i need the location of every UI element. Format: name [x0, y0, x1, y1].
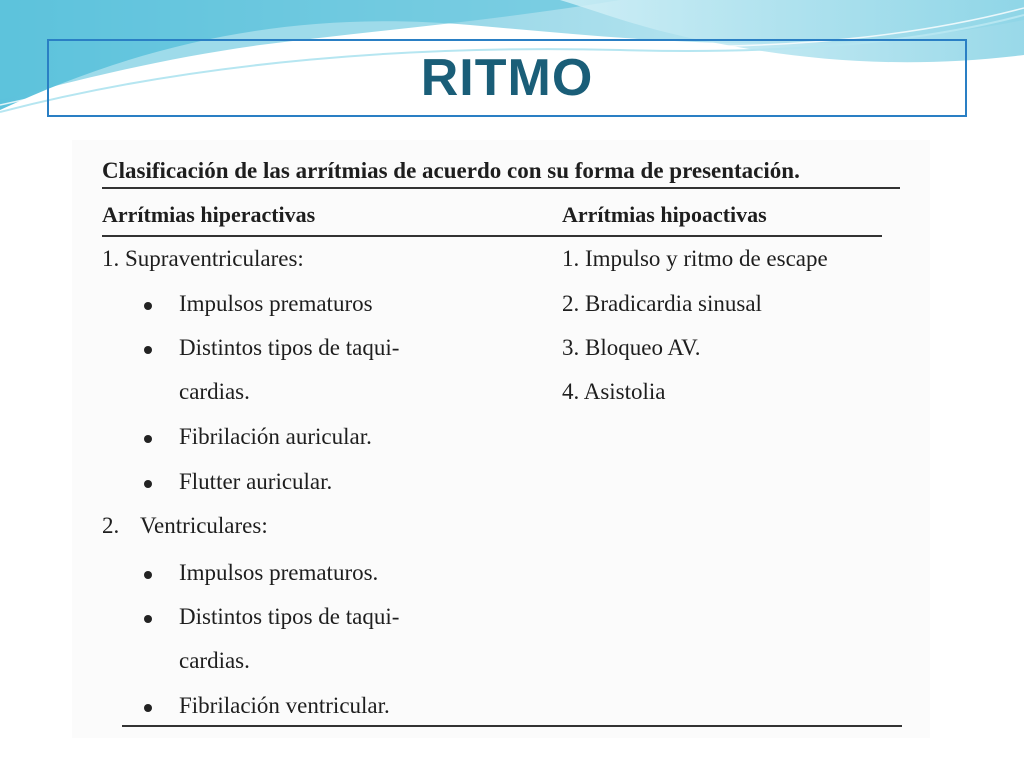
bullet-icon: [144, 571, 152, 579]
list-item: Flutter auricular.: [179, 469, 333, 494]
bullet-icon: [144, 704, 152, 712]
slide-title: RITMO: [420, 49, 594, 107]
bullet-icon: [144, 346, 152, 354]
right-list-item: 4. Asistolia: [562, 379, 666, 404]
list-item: Impulsos prematuros: [179, 291, 373, 316]
classification-table: [72, 140, 930, 738]
header-rule: [102, 235, 882, 237]
bullet-icon: [144, 615, 152, 623]
list-item-continuation: cardias.: [179, 379, 250, 404]
list-item: Distintos tipos de taqui-: [179, 604, 400, 629]
left-column-header: Arrítmias hiperactivas: [102, 202, 316, 227]
bullet-icon: [144, 302, 152, 310]
list-item: Fibrilación auricular.: [179, 424, 372, 449]
right-column-header: Arrítmias hipoactivas: [562, 202, 767, 227]
caption-rule: [102, 187, 900, 189]
list-item: Distintos tipos de taqui-: [179, 335, 400, 360]
right-list-item: 1. Impulso y ritmo de escape: [562, 246, 828, 271]
bullet-icon: [144, 435, 152, 443]
group-ventriculares-number: 2.: [102, 513, 120, 538]
right-list-item: 3. Bloqueo AV.: [562, 335, 701, 360]
table-caption: Clasificación de las arrítmias de acuerdo con su forma de presentación.: [102, 158, 800, 183]
bottom-rule: [122, 725, 902, 727]
list-item-continuation: cardias.: [179, 648, 250, 673]
group-ventriculares: Ventriculares:: [140, 513, 268, 538]
title-box: [47, 39, 967, 117]
list-item: Fibrilación ventricular.: [179, 693, 390, 718]
group-supraventriculares: 1. Supraventriculares:: [102, 246, 304, 271]
list-item: Impulsos prematuros.: [179, 560, 379, 585]
right-list-item: 2. Bradicardia sinusal: [562, 291, 762, 316]
bullet-icon: [144, 480, 152, 488]
